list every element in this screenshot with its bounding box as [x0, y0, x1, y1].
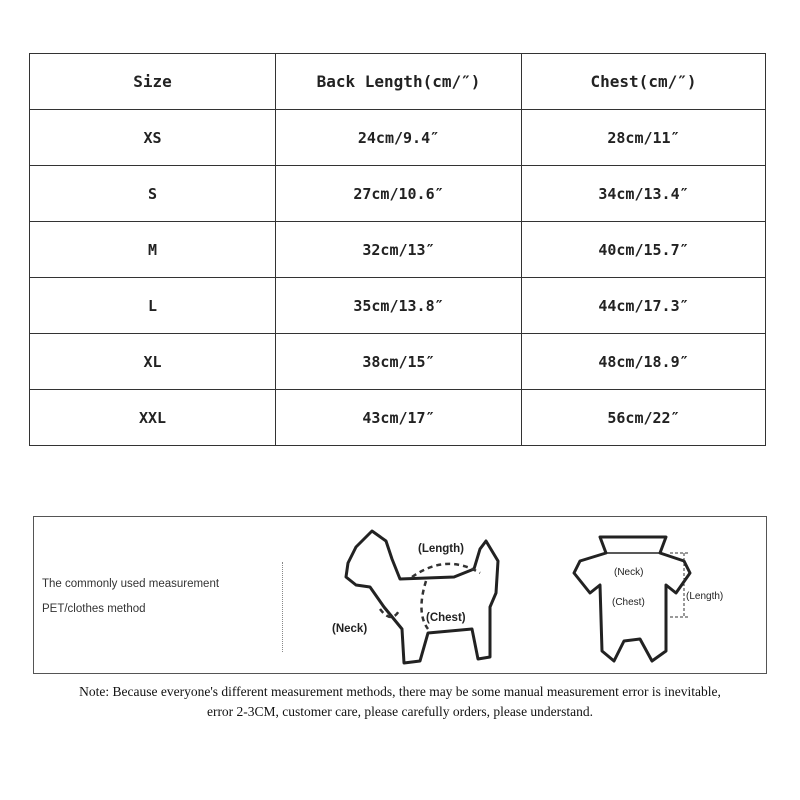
- cell-chest: 44cm/17.3″: [522, 278, 766, 334]
- cell-back-length: 38cm/15″: [276, 334, 522, 390]
- clothes-chest-label: (Chest): [612, 597, 645, 608]
- cell-size: L: [30, 278, 276, 334]
- header-chest: Chest(cm/″): [522, 54, 766, 110]
- table-row: [30, 334, 766, 390]
- cell-chest: 34cm/13.4″: [522, 166, 766, 222]
- clothes-neck-label: (Neck): [614, 567, 644, 578]
- cell-size: M: [30, 222, 276, 278]
- measurement-diagram: [34, 517, 768, 675]
- cell-back-length: 24cm/9.4″: [276, 110, 522, 166]
- cell-back-length: 43cm/17″: [276, 390, 522, 446]
- cell-size: S: [30, 166, 276, 222]
- cell-chest: 28cm/11″: [522, 110, 766, 166]
- cell-size: XS: [30, 110, 276, 166]
- table-header-row: [30, 54, 766, 110]
- dog-neck-label: (Neck): [332, 623, 368, 635]
- cell-size: XL: [30, 334, 276, 390]
- note-line1: Note: Because everyone's different measurement methods, there may be some manual measurement error is inevitable,: [79, 684, 721, 699]
- cell-size: XXL: [30, 390, 276, 446]
- table-row: [30, 390, 766, 446]
- table-row: [30, 110, 766, 166]
- cell-back-length: 35cm/13.8″: [276, 278, 522, 334]
- note-line2: error 2-3CM, customer care, please carefully orders, please understand.: [206, 704, 594, 719]
- table-row: [30, 222, 766, 278]
- method-caption-line1: The commonly used measurement: [42, 578, 220, 590]
- cell-chest: 56cm/22″: [522, 390, 766, 446]
- table-row: [30, 278, 766, 334]
- cell-back-length: 32cm/13″: [276, 222, 522, 278]
- method-caption-line2: PET/clothes method: [42, 603, 146, 615]
- table-row: [30, 166, 766, 222]
- cell-chest: 48cm/18.9″: [522, 334, 766, 390]
- measurement-method-panel: [33, 516, 767, 674]
- header-back-length: Back Length(cm/″): [276, 54, 522, 110]
- dog-length-label: (Length): [418, 543, 464, 555]
- measurement-note: [0, 682, 800, 722]
- dog-chest-label: (Chest): [426, 612, 466, 624]
- cell-back-length: 27cm/10.6″: [276, 166, 522, 222]
- clothes-length-label: (Length): [686, 591, 724, 602]
- size-chart-table: [29, 53, 766, 446]
- header-size: Size: [30, 54, 276, 110]
- cell-chest: 40cm/15.7″: [522, 222, 766, 278]
